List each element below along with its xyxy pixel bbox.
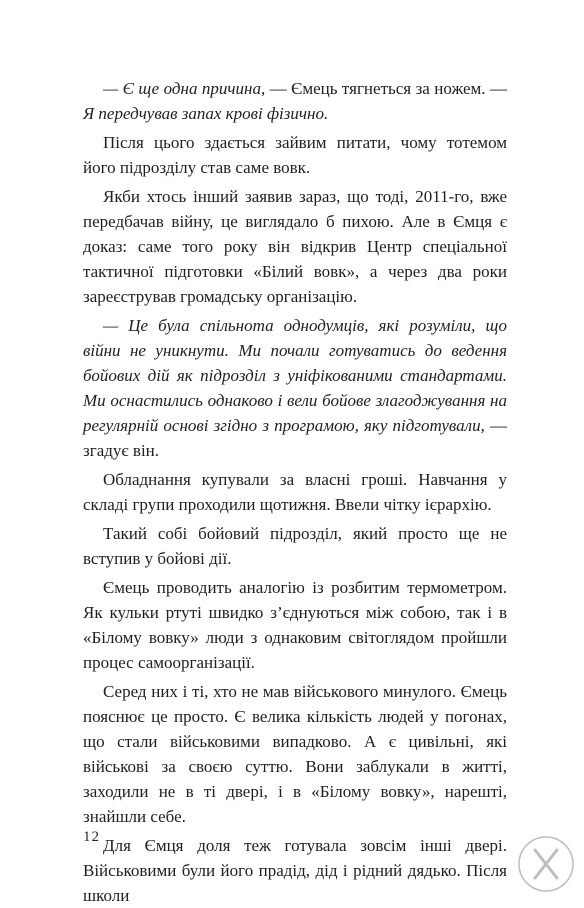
paragraph: Обладнання купували за власні гроші. Навчання у складі групи проходили щотижня. Ввели чітку ієрархію. <box>83 470 507 514</box>
paragraph: Для Ємця доля теж готувала зовсім інші двері. Військовими були його прадід, дід і рідний дядько. Після школи <box>83 836 507 905</box>
paragraph: Ємець проводить аналогію із розбитим термометром. Як кульки ртуті швидко з’єднуються між собою, так і в «Білому вовку» люди з однаковим світоглядом пройшли процес самоорганізації. <box>83 578 507 672</box>
paragraph: Після цього здається зайвим питати, чому тотемом його підрозділу став саме вовк. <box>83 133 507 177</box>
page-number: 12 <box>83 829 100 845</box>
x-letter-logo-icon <box>516 834 576 894</box>
paragraph-dialogue-community <box>83 313 507 463</box>
paragraph: Серед них і ті, хто не мав військового минулого. Ємець пояснює це просто. Є велика кількість людей у погонах, що стали військовими випадково. А є цивільні, які військові за своєю суттю. Вони заблукали в житті, заходили не в ті двері, і в «Білому вовку», нарешті, знайшли себе. <box>83 682 507 826</box>
paragraph-plain-span: — Ємець тягнеться за ножем. — <box>265 79 507 98</box>
paragraph-italic-span: Я передчував запах крові фізично. <box>83 104 329 123</box>
page-body <box>83 76 507 908</box>
paragraph: Якби хтось інший заявив зараз, що тоді, 2011-го, вже передбачав війну, це виглядало б пихою. Але в Ємця є доказ: саме того року він відкрив Центр спеціальної тактичної підготовки «Білий вовк», а через два роки зареєстрував громадську організацію. <box>83 187 507 306</box>
paragraph-italic-span: — Це була спільнота однодумців, які розуміли, що війни не уникнути. Ми почали готуватись до ведення бойових дій як підрозділ з уніфікованими стандартами. Ми оснастились однаково і вели бойове злагоджування на регулярній основі згідно з програмою, яку підготували, <box>83 316 507 435</box>
paragraph-dialogue-reason <box>83 76 507 126</box>
paragraph-plain-span: — згадує він. <box>83 416 508 460</box>
paragraph-italic-span: — Є ще одна причина, <box>103 79 266 98</box>
paragraph: Такий собі бойовий підрозділ, який просто ще не вступив у бойові дії. <box>83 524 507 568</box>
